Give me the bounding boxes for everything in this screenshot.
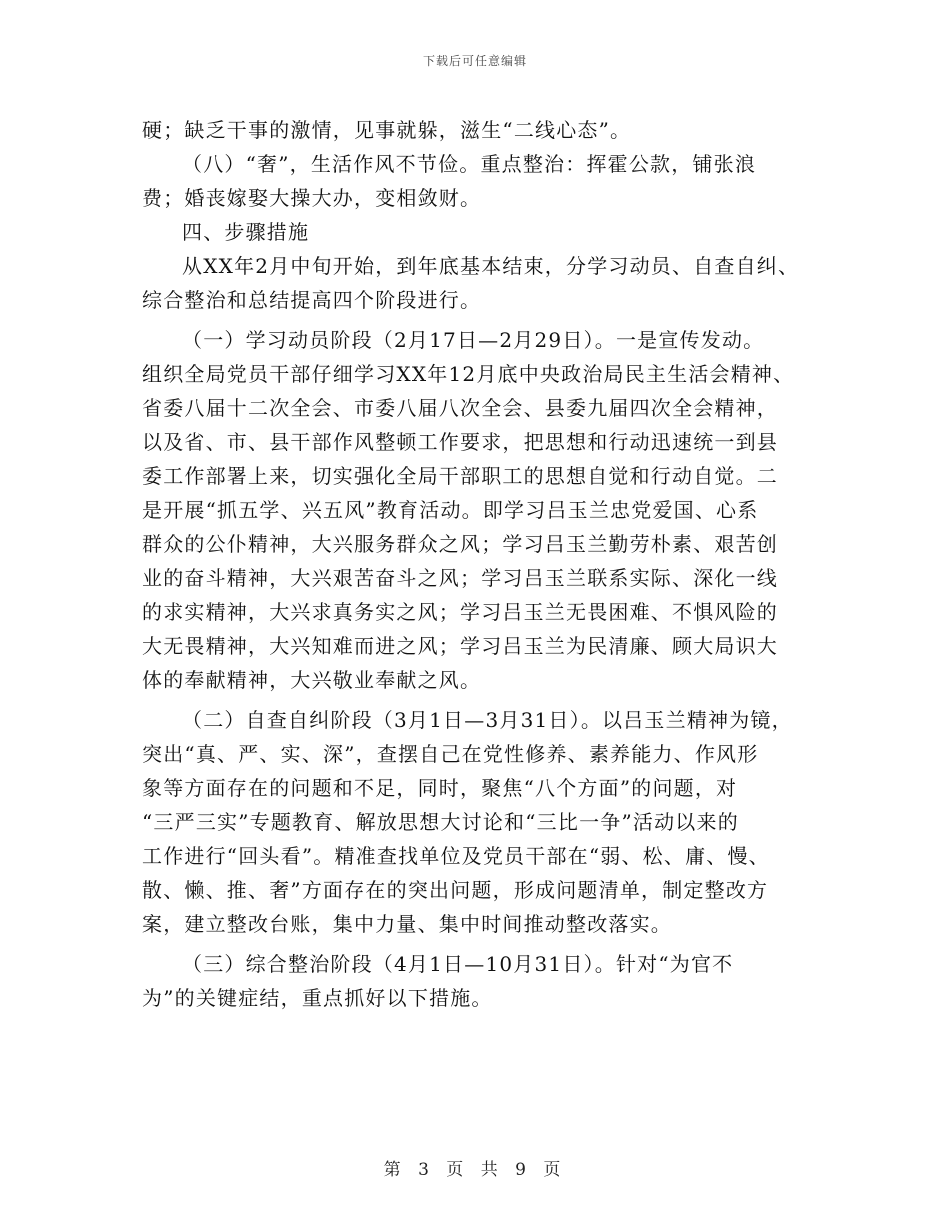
page-header: 下载后可任意编辑 <box>422 54 527 68</box>
text-line: 综合整治和总结提高四个阶段进行。 <box>142 288 482 312</box>
text-line: 散、懒、推、奢”方面存在的突出问题，形成问题清单，制定整改方 <box>142 878 769 902</box>
text-line: （八）“奢”，生活作风不节俭。重点整治：挥霍公款，铺张浪 <box>182 152 757 176</box>
text-line: 大无畏精神，大兴知难而进之风；学习吕玉兰为民清廉、顾大局识大 <box>142 634 778 658</box>
text-line: 组织全局党员干部仔细学习XX年12月底中央政治局民主生活会精神、 <box>142 362 795 386</box>
section-heading: 四、步骤措施 <box>182 220 310 244</box>
text-line: 业的奋斗精神，大兴艰苦奋斗之风；学习吕玉兰联系实际、深化一线 <box>142 566 778 590</box>
text-line: “三严三实”专题教育、解放思想大讨论和“三比一争”活动以来的 <box>142 810 739 834</box>
text-line: （一）学习动员阶段（2月17日—2月29日）。一是宣传发动。 <box>182 328 765 352</box>
text-line: 是开展“抓五学、兴五风”教育活动。即学习吕玉兰忠党爱国、心系 <box>142 498 759 522</box>
text-line: 费；婚丧嫁娶大操大办，变相敛财。 <box>142 186 482 210</box>
text-line: 从XX年2月中旬开始，到年底基本结束，分学习动员、自查自纠、 <box>182 254 800 278</box>
text-line: 委工作部署上来，切实强化全局干部职工的思想自觉和行动自觉。二 <box>142 464 778 488</box>
text-line: （三）综合整治阶段（4月1日—10月31日）。针对“为官不 <box>182 952 734 976</box>
page-number: 第 3 页 共 9 页 <box>383 1160 567 1180</box>
text-line: 象等方面存在的问题和不足，同时，聚焦“八个方面”的问题，对 <box>142 776 738 800</box>
text-line: 的求实精神，大兴求真务实之风；学习吕玉兰无畏困难、不惧风险的 <box>142 600 778 624</box>
text-line: 为”的关键症结，重点抓好以下措施。 <box>142 986 493 1010</box>
text-line: 体的奉献精神，大兴敬业奉献之风。 <box>142 668 482 692</box>
text-line: 硬；缺乏干事的激情，见事就躲，滋生“二线心态”。 <box>142 118 632 142</box>
text-line: 案，建立整改台账，集中力量、集中时间推动整改落实。 <box>142 912 672 936</box>
text-line: 工作进行“回头看”。精准查找单位及党员干部在“弱、松、庸、慢、 <box>142 844 770 868</box>
text-line: 突出“真、严、实、深”，查摆自己在党性修养、素养能力、作风形 <box>142 742 759 766</box>
text-line: 群众的公仆精神，大兴服务群众之风；学习吕玉兰勤劳朴素、艰苦创 <box>142 532 778 556</box>
text-line: （二）自查自纠阶段（3月1日—3月31日）。以吕玉兰精神为镜， <box>182 708 793 732</box>
text-line: 以及省、市、县干部作风整顿工作要求，把思想和行动迅速统一到县 <box>142 430 778 454</box>
text-line: 省委八届十二次全会、市委八届八次全会、县委九届四次全会精神， <box>142 396 778 420</box>
